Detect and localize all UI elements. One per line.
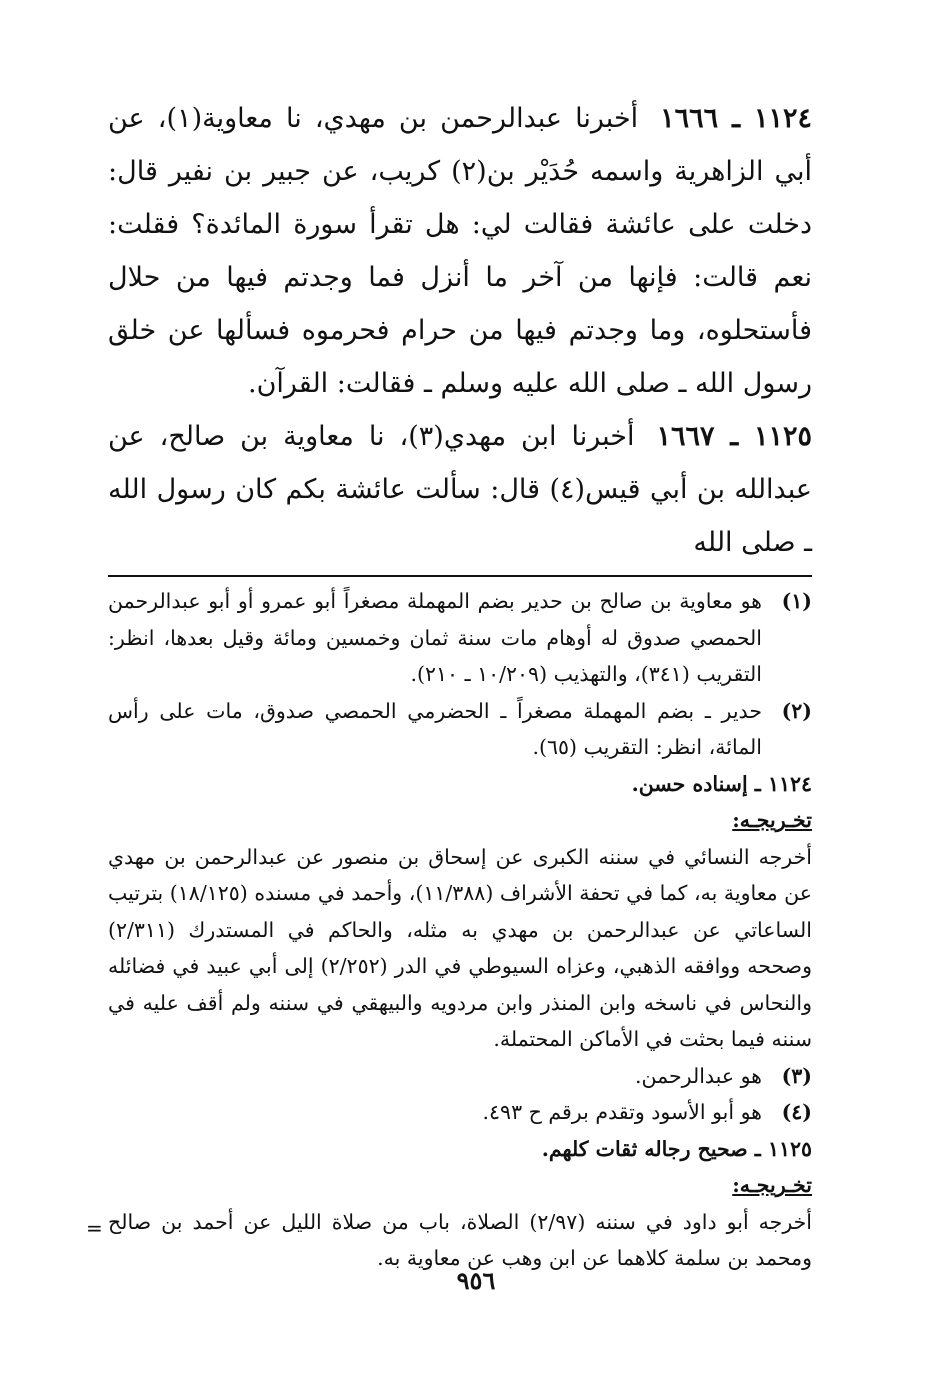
hadith-number: ١١٢٤ ـ ١٦٦٦	[660, 103, 812, 134]
footnote-2	[108, 693, 812, 766]
hadith-1125	[108, 410, 812, 569]
hadith-1124	[108, 92, 812, 410]
continuation-mark: =	[86, 1216, 103, 1240]
footnote-label: (٣)	[781, 1063, 812, 1088]
main-text	[108, 92, 812, 569]
takhrij-heading: تخـريجـه:	[732, 808, 812, 832]
hadith-number: ١١٢٥ ـ ١٦٦٧	[656, 421, 812, 452]
takhrij-text-1125: أخرجه أبو داود في سننه (٢/٩٧) الصلاة، باب من صلاة الليل عن أحمد بن صالح ومحمد بن سلمة كلاهما عن ابن وهب عن معاوية به.	[108, 1209, 812, 1270]
hadith-text: أخبرنا ابن مهدي(٣)، نا معاوية بن صالح، عن عبدالله بن أبي قيس(٤) قال: سألت عائشة بكم كان رسول الله ـ صلى الله	[108, 421, 812, 558]
takhrij-heading: تخـريجـه:	[732, 1173, 812, 1197]
footnote-3	[108, 1058, 812, 1095]
takhrij-text-1124: أخرجه النسائي في سننه الكبرى عن إسحاق بن منصور عن عبدالرحمن بن مهدي عن معاوية به، كما في تحفة الأشراف (١١/٣٨٨)، وأحمد في مسنده (١٨/١٢٥) بترتيب الساعاتي عن عبدالرحمن بن مهدي به مثله، والحاكم في المستدرك (٢/٣١١) وصححه ووافقه الذهبي، وعزاه السيوطي في الدر (٢/٢٥٢) إلى أبي عبيد في فضائله والنحاس في ناسخه وابن المنذر وابن مردويه والبيهقي في سننه ولم أقف عليه في سننه فيما بحثت في الأماكن المحتملة.	[108, 844, 812, 1051]
footnote-1	[108, 583, 812, 693]
footnote-4	[108, 1094, 812, 1131]
footnote-text: هو عبدالرحمن.	[635, 1063, 762, 1088]
footnote-label: (١)	[781, 589, 812, 613]
footnote-label: (٢)	[781, 698, 812, 723]
page-number: ٩٥٦	[456, 1266, 496, 1295]
footnote-text: هو أبو الأسود وتقدم برقم ح ٤٩٣.	[482, 1100, 762, 1124]
hadith-text: أخبرنا عبدالرحمن بن مهدي، نا معاوية(١)، عن أبي الزاهرية واسمه حُدَيْر بن(٢) كريب، عن جبير بن نفير قال: دخلت على عائشة فقالت لي: هل تقرأ سورة المائدة؟ فقلت: نعم قالت: فإنها من آخر ما أنزل فما وجدتم فيها من حلال فأستحلوه، وما وجدتم فيها من حرام فحرموه فسألها عن خلق رسول الله ـ صلى الله عليه وسلم ـ فقالت: القرآن.	[108, 103, 813, 399]
book-page	[108, 92, 812, 1277]
footnote-text: هو معاوية بن صالح بن حدير بضم المهملة مصغراً أبو عمرو أو أبو عبدالرحمن الحمصي صدوق له أوهام مات سنة ثمان وخمسين ومائة وقيل بعدها، انظر: التقريب (٣٤١)، والتهذيب (١٠/٢٠٩ ـ ٢١٠).	[108, 589, 762, 686]
footnote-divider	[108, 575, 812, 577]
footnotes	[108, 583, 812, 1277]
footnote-text: حدير ـ بضم المهملة مصغراً ـ الحضرمي الحمصي صدوق، مات على رأس المائة، انظر: التقريب (٦٥).	[108, 698, 762, 759]
footnote-label: (٤)	[781, 1100, 812, 1124]
grading-1124: ١١٢٤ ـ إسناده حسن.	[631, 771, 812, 796]
grading-1125: ١١٢٥ ـ صحيح رجاله ثقات كلهم.	[541, 1136, 812, 1161]
